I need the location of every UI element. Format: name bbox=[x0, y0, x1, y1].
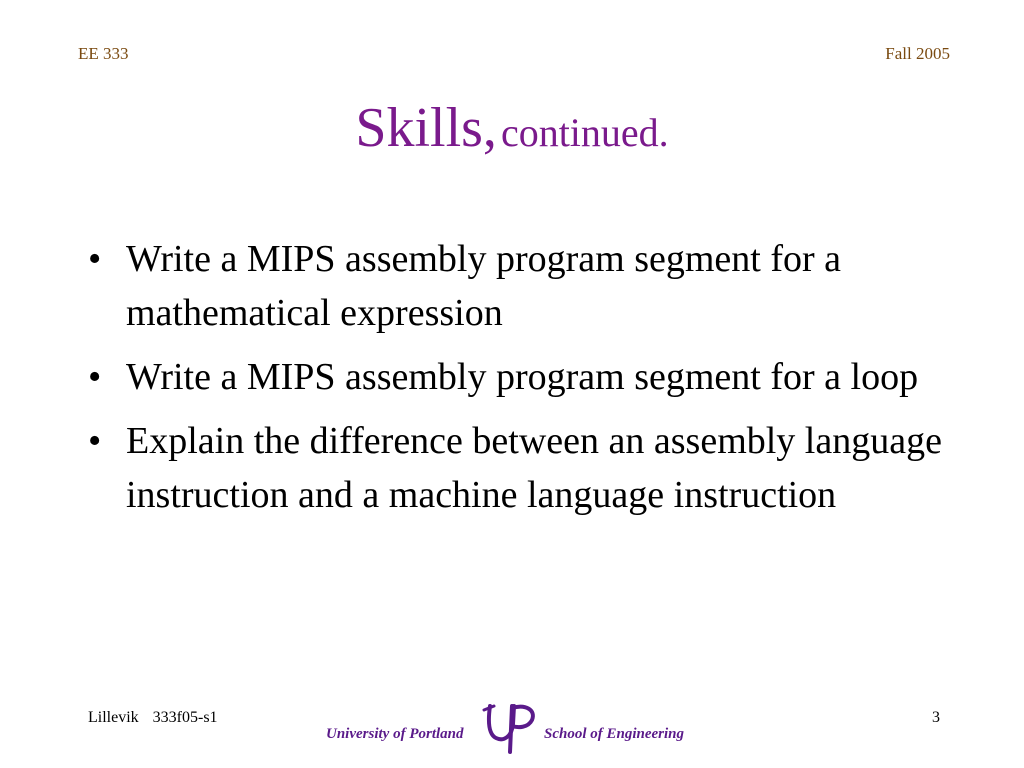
bullet-item bbox=[86, 350, 946, 404]
bullet-text: Write a MIPS assembly program segment for a mathematical expression bbox=[126, 238, 842, 334]
bullet-item bbox=[86, 232, 946, 340]
logo-university-text: University of Portland bbox=[326, 726, 464, 742]
logo-school-text: School of Engineering bbox=[544, 726, 685, 742]
bullet-dot-icon: • bbox=[88, 238, 102, 280]
title-main: Skills, bbox=[355, 97, 497, 159]
bullet-text: Write a MIPS assembly program segment for a loop bbox=[126, 356, 919, 398]
term-label: Fall 2005 bbox=[885, 44, 950, 63]
bullet-list bbox=[86, 232, 946, 532]
bullet-item bbox=[86, 414, 946, 522]
footer-code: 333f05-s1 bbox=[152, 709, 218, 726]
university-logo bbox=[320, 700, 700, 754]
slide-title bbox=[0, 97, 1024, 159]
bullet-dot-icon: • bbox=[88, 420, 102, 462]
bullet-dot-icon: • bbox=[88, 356, 102, 398]
course-label: EE 333 bbox=[78, 44, 129, 63]
up-monogram-icon bbox=[480, 700, 540, 754]
page-number: 3 bbox=[932, 709, 940, 726]
footer-author-code bbox=[88, 709, 218, 727]
footer-author: Lillevik bbox=[88, 709, 139, 726]
title-sub: continued. bbox=[500, 110, 669, 155]
bullet-text: Explain the difference between an assembly language instruction and a machine language instruction bbox=[126, 420, 942, 516]
